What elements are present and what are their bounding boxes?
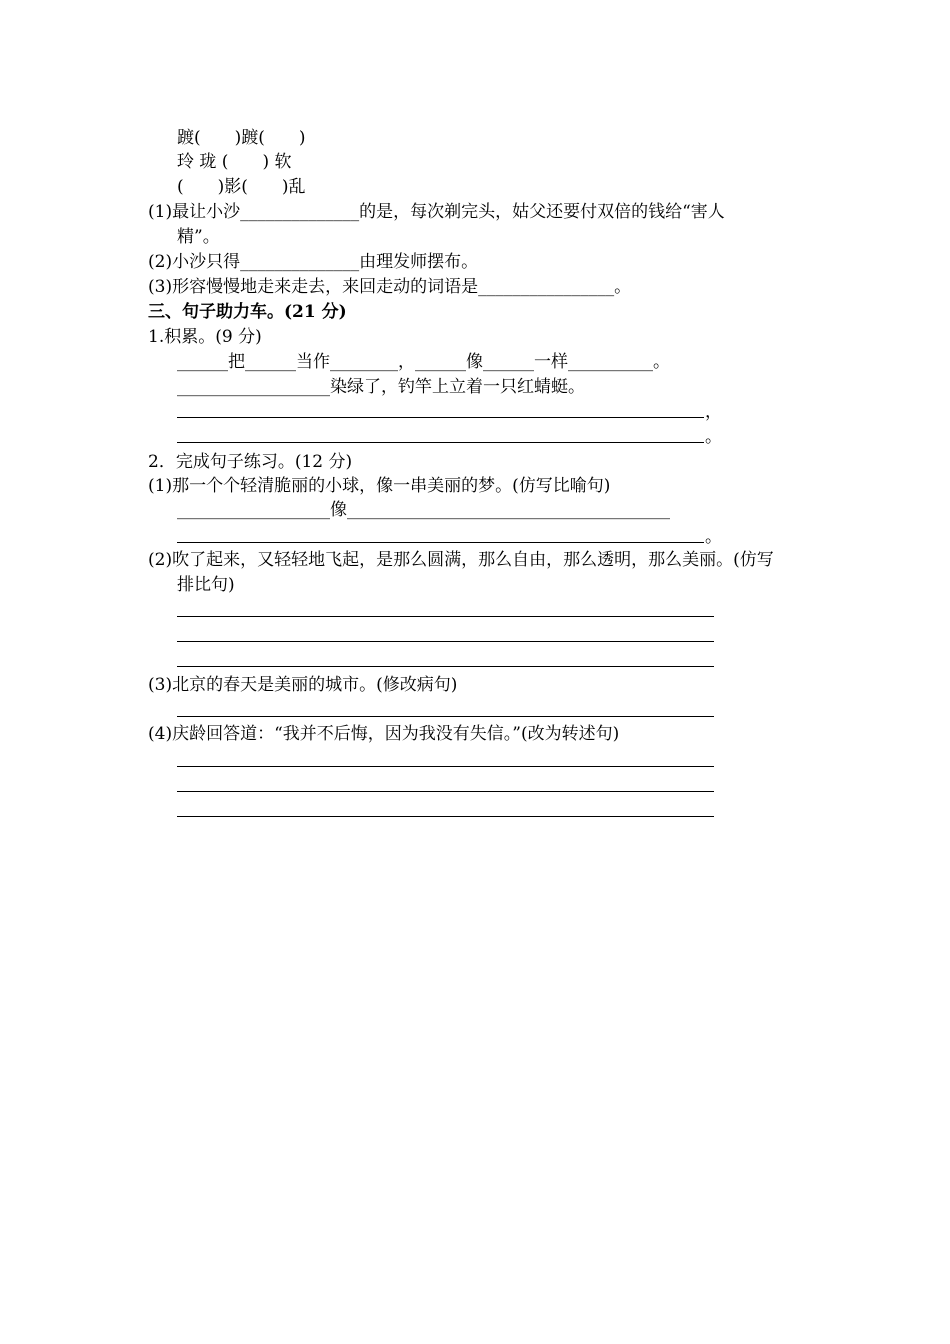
question-2-title: 2．完成句子练习。(12 分) xyxy=(148,452,353,472)
answer-line-comma: ， xyxy=(705,402,722,422)
accumulate-line-1: ______把______当作________，______像______一样__________。 xyxy=(177,352,670,372)
answer-line xyxy=(177,666,714,667)
sub-question-1: (1)那一个个轻清脆丽的小球，像一串美丽的梦。(仿写比喻句) xyxy=(148,476,611,496)
word-row-2: 玲 珑 ( ) 软 xyxy=(177,152,292,172)
simile-answer-line: __________________像______________________________________ xyxy=(177,500,670,520)
fill-item-1-cont: 精”。 xyxy=(177,227,220,247)
answer-line xyxy=(177,442,704,443)
answer-line xyxy=(177,542,704,543)
answer-line xyxy=(177,641,714,642)
section-title: 三、句子助力车。(21 分) xyxy=(148,302,347,322)
sub-question-3: (3)北京的春天是美丽的城市。(修改病句) xyxy=(148,675,458,695)
fill-item-2: (2)小沙只得______________由理发师摆布。 xyxy=(148,252,479,272)
sub-question-4: (4)庆龄回答道：“我并不后悔，因为我没有失信。”(改为转述句) xyxy=(148,724,620,744)
answer-line xyxy=(177,766,714,767)
question-1-title: 1.积累。(9 分) xyxy=(148,327,262,347)
answer-line-period: 。 xyxy=(705,427,722,447)
answer-line-period: 。 xyxy=(705,527,722,547)
sub-question-2: (2)吹了起来，又轻轻地飞起，是那么圆满，那么自由，那么透明，那么美丽。(仿写 xyxy=(148,550,774,570)
answer-line xyxy=(177,791,714,792)
answer-line xyxy=(177,616,714,617)
fill-item-3: (3)形容慢慢地走来走去，来回走动的词语是________________。 xyxy=(148,277,632,297)
answer-line xyxy=(177,716,714,717)
word-row-1: 踱( )踱( ) xyxy=(177,128,306,148)
answer-line xyxy=(177,417,704,418)
answer-line xyxy=(177,816,714,817)
fill-item-1: (1)最让小沙______________的是，每次剃完头，姑父还要付双倍的钱给“害人 xyxy=(148,202,725,222)
word-row-3: ( )影( )乱 xyxy=(177,177,306,197)
sub-question-2-cont: 排比句) xyxy=(177,575,235,595)
accumulate-line-2: __________________染绿了，钓竿上立着一只红蜻蜓。 xyxy=(177,377,585,397)
